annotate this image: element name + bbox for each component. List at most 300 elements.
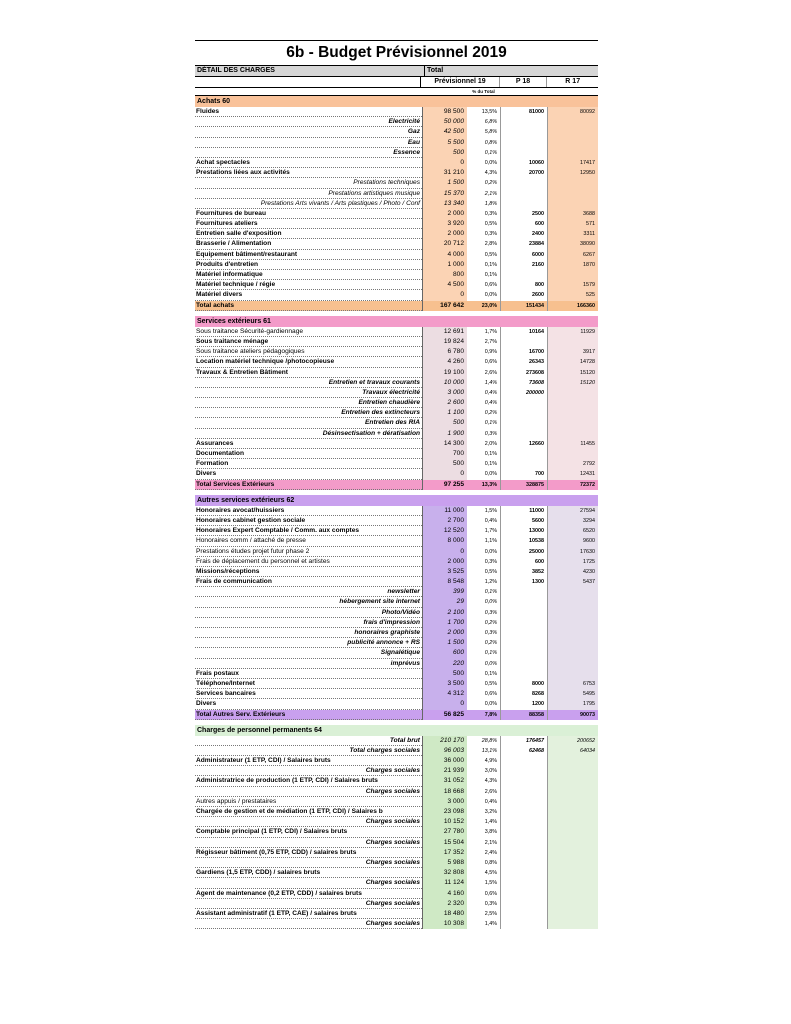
section	[195, 311, 598, 490]
row-label: frais d'impression	[195, 618, 422, 628]
total-row	[195, 301, 598, 311]
table-row	[195, 909, 598, 919]
prev-value: 15 370	[422, 189, 467, 199]
prev-value: 0	[422, 469, 467, 479]
pct-value: 0,6%	[484, 282, 497, 289]
row-label: Comptable principal (1 ETP, CDI) / Salaires bruts	[195, 827, 422, 837]
p18-value: 8268	[500, 689, 547, 699]
row-label: Gaz	[195, 127, 422, 137]
r17-value	[547, 909, 598, 919]
r17-value	[547, 669, 598, 679]
pct-value: 0,0%	[484, 471, 497, 478]
r17-value: 5495	[547, 689, 598, 699]
p18-value	[500, 919, 547, 929]
p18-value	[500, 408, 547, 418]
prev-value: 2 000	[422, 209, 467, 219]
prev-value: 13 340	[422, 199, 467, 209]
p18-value	[500, 189, 547, 199]
pct-value: 1,5%	[484, 507, 497, 514]
section-title: Achats 60	[195, 96, 598, 107]
r17-value: 571	[547, 219, 598, 229]
p18-value: 1200	[500, 699, 547, 709]
pct-value: 1,7%	[484, 528, 497, 535]
r17-value	[547, 919, 598, 929]
pct-value: 0,6%	[484, 890, 497, 897]
table-row	[195, 756, 598, 766]
r17-value	[547, 127, 598, 137]
prev-value: 20 712	[422, 239, 467, 249]
prev-value: 5 988	[422, 858, 467, 868]
total-label: Total	[424, 66, 598, 76]
r17-value	[547, 189, 598, 199]
prev-value: 19 824	[422, 337, 467, 347]
p18-value	[500, 659, 547, 669]
pct-value: 2,1%	[484, 190, 497, 197]
row-label: Chargée de gestion et de médiation (1 ETP, CDI) / Salaires b	[195, 807, 422, 817]
r17-value: 3917	[547, 347, 598, 357]
table-row	[195, 868, 598, 878]
p18-value	[500, 848, 547, 858]
r17-value: 11929	[547, 327, 598, 337]
row-label: Charges sociales	[195, 787, 422, 797]
row-label: Prestations liées aux activités	[195, 168, 422, 178]
pct-value: 0,4%	[484, 389, 497, 396]
r17-value	[547, 178, 598, 188]
pct-value: 0,3%	[484, 430, 497, 437]
pct-value: 0,3%	[484, 231, 497, 238]
r17-value: 525	[547, 290, 598, 300]
table-row	[195, 368, 598, 378]
row-label: Charges sociales	[195, 899, 422, 909]
prev-value: 500	[422, 148, 467, 158]
r17-value	[547, 199, 598, 209]
row-label: Charges sociales	[195, 878, 422, 888]
row-label: Eau	[195, 138, 422, 148]
pct-value: 0,3%	[484, 210, 497, 217]
prev-value: 4 312	[422, 689, 467, 699]
r17-value	[547, 148, 598, 158]
header-spacer-2	[195, 88, 467, 95]
p18-value: 2160	[500, 260, 547, 270]
row-label: Sous traitance ménage	[195, 337, 422, 347]
detail-label: DÉTAIL DES CHARGES	[197, 67, 275, 74]
row-label: Charges sociales	[195, 817, 422, 827]
pct-value: 2,1%	[484, 839, 497, 846]
table-row	[195, 449, 598, 459]
p18-value: 10060	[500, 158, 547, 168]
pct-value: 3,2%	[484, 809, 497, 815]
prev-value: 11 124	[422, 878, 467, 888]
row-label: imprévus	[195, 659, 422, 669]
pct-value: 0,4%	[484, 400, 497, 407]
p18-value	[500, 608, 547, 618]
pct-value: 1,4%	[484, 819, 497, 826]
p18-value	[500, 138, 547, 148]
row-label: Fluides	[195, 107, 422, 117]
header-spacer	[195, 77, 420, 87]
prev-value: 27 780	[422, 827, 467, 837]
r17-value: 12950	[547, 168, 598, 178]
prev-value: 1 000	[422, 260, 467, 270]
r17-value	[547, 899, 598, 909]
table-row	[195, 469, 598, 479]
prev-value: 21 939	[422, 766, 467, 776]
total-r17-value: 166360	[547, 301, 598, 311]
prev-value: 2 100	[422, 608, 467, 618]
p18-value: 16700	[500, 347, 547, 357]
row-label: Charges sociales	[195, 919, 422, 929]
pct-value: 2,7%	[484, 338, 497, 345]
table-row	[195, 199, 598, 209]
pct-value: 0,0%	[484, 701, 497, 708]
row-label: Assistant administratif (1 ETP, CAE) / salaires bruts	[195, 909, 422, 919]
table-row	[195, 699, 598, 709]
r17-value	[547, 398, 598, 408]
row-label: Missions/réceptions	[195, 567, 422, 577]
p18-value	[500, 756, 547, 766]
p18-value	[500, 638, 547, 648]
table-row	[195, 587, 598, 597]
table-row	[195, 776, 598, 786]
r17-value	[547, 858, 598, 868]
table-row	[195, 178, 598, 188]
row-label: Prestations techniques	[195, 178, 422, 188]
table-row	[195, 889, 598, 899]
p18-value	[500, 899, 547, 909]
pct-value: 2,6%	[484, 788, 497, 795]
row-label: Autres appuis / prestataires	[195, 797, 422, 807]
row-label: Sous traitance ateliers pédagogiques	[195, 347, 422, 357]
r17-value	[547, 848, 598, 858]
prev-value: 500	[422, 669, 467, 679]
p18-value	[500, 776, 547, 786]
section-title: Autres services extérieurs 62	[195, 495, 598, 506]
table-row	[195, 516, 598, 526]
row-label: Charges sociales	[195, 838, 422, 848]
col-prev-header: Prévisionnel 19	[420, 77, 498, 87]
r17-value: 11455	[547, 439, 598, 449]
total-prev-value: 167 642	[422, 301, 467, 311]
total-prev-value: 97 255	[422, 480, 467, 490]
row-label: Fournitures ateliers	[195, 219, 422, 229]
table-row	[195, 899, 598, 909]
row-label: Divers	[195, 699, 422, 709]
prev-value: 220	[422, 659, 467, 669]
pct-value: 0,0%	[484, 548, 497, 555]
table-row	[195, 439, 598, 449]
table-row	[195, 209, 598, 219]
table-row	[195, 158, 598, 168]
row-label: Administrateur (1 ETP, CDI) / Salaires bruts	[195, 756, 422, 766]
row-label: Assurances	[195, 439, 422, 449]
total-label: Total achats	[195, 301, 422, 311]
r17-value: 15120	[547, 368, 598, 378]
prev-value: 500	[422, 459, 467, 469]
r17-value: 4230	[547, 567, 598, 577]
table-row	[195, 148, 598, 158]
r17-value	[547, 388, 598, 398]
row-label: Administratrice de production (1 ETP, CDI) / Salaires bruts	[195, 776, 422, 786]
p18-value	[500, 858, 547, 868]
p18-value	[500, 148, 547, 158]
row-label: Gardiens (1,5 ETP, CDD) / salaires bruts	[195, 868, 422, 878]
col-p18-header: P 18	[499, 77, 547, 87]
row-label: Essence	[195, 148, 422, 158]
r17-value	[547, 787, 598, 797]
p18-value: 8000	[500, 679, 547, 689]
r17-value	[547, 756, 598, 766]
p18-value	[500, 618, 547, 628]
r17-value: 1725	[547, 557, 598, 567]
header-row-3	[195, 88, 598, 96]
p18-value: 1300	[500, 577, 547, 587]
r17-value	[547, 429, 598, 439]
row-label: Frais postaux	[195, 669, 422, 679]
p18-value	[500, 648, 547, 658]
row-label: Entretien des extincteurs	[195, 408, 422, 418]
row-label: Travaux électricité	[195, 388, 422, 398]
prev-value: 29	[422, 597, 467, 607]
table-row	[195, 526, 598, 536]
r17-value	[547, 807, 598, 817]
pct-value: 2,6%	[484, 369, 497, 376]
row-label: Formation	[195, 459, 422, 469]
table-row	[195, 327, 598, 337]
table-row	[195, 138, 598, 148]
p18-value: 10164	[500, 327, 547, 337]
row-label: publicité annonce + RS	[195, 638, 422, 648]
p18-value	[500, 127, 547, 137]
p18-value: 2400	[500, 229, 547, 239]
pct-value: 6,8%	[484, 119, 497, 126]
prev-value: 50 000	[422, 117, 467, 127]
p18-value: 700	[500, 469, 547, 479]
p18-value: 6000	[500, 250, 547, 260]
pct-value: 0,1%	[484, 261, 497, 268]
prev-value: 2 600	[422, 398, 467, 408]
table-row	[195, 189, 598, 199]
p18-value: 25000	[500, 547, 547, 557]
table-row	[195, 919, 598, 929]
pct-value: 0,6%	[484, 359, 497, 366]
table-row	[195, 608, 598, 618]
prev-value: 0	[422, 158, 467, 168]
p18-value: 5600	[500, 516, 547, 526]
table-row	[195, 638, 598, 648]
prev-value: 3 525	[422, 567, 467, 577]
prev-value: 6 780	[422, 347, 467, 357]
p18-value	[500, 787, 547, 797]
r17-value	[547, 418, 598, 428]
pct-value: 2,4%	[484, 849, 497, 856]
pct-value: 0,6%	[484, 691, 497, 698]
total-pct-value: 13,3%	[481, 481, 497, 488]
r17-value	[547, 659, 598, 669]
row-label: Documentation	[195, 449, 422, 459]
table-row	[195, 827, 598, 837]
p18-value	[500, 398, 547, 408]
pct-value: 0,3%	[484, 558, 497, 565]
p18-value: 20700	[500, 168, 547, 178]
r17-value	[547, 827, 598, 837]
pct-value: 2,8%	[484, 241, 497, 248]
row-label: Entretien et travaux courants	[195, 378, 422, 388]
pct-value: 4,3%	[484, 170, 497, 177]
section	[195, 96, 598, 311]
table-row	[195, 127, 598, 137]
p18-value	[500, 878, 547, 888]
r17-value	[547, 117, 598, 127]
r17-value: 14728	[547, 357, 598, 367]
pct-value: 0,8%	[484, 859, 497, 866]
p18-value	[500, 199, 547, 209]
prev-value: 14 300	[422, 439, 467, 449]
p18-value	[500, 459, 547, 469]
pct-value: 0,0%	[484, 159, 497, 166]
table-row	[195, 357, 598, 367]
table-row	[195, 536, 598, 546]
r17-value	[547, 138, 598, 148]
table-row	[195, 398, 598, 408]
row-label: Désinsectisation + dératisation	[195, 429, 422, 439]
r17-value: 12431	[547, 469, 598, 479]
pct-value: 0,0%	[484, 660, 497, 667]
row-label: Brasserie / Alimentation	[195, 239, 422, 249]
row-label: Honoraires Expert Comptable / Comm. aux comptes	[195, 526, 422, 536]
pct-value: 0,4%	[484, 798, 497, 805]
p18-value: 176457	[500, 736, 547, 746]
pct-value: 0,1%	[484, 670, 497, 677]
total-pct-value: 23,0%	[481, 302, 497, 309]
table-row	[195, 107, 598, 117]
prev-value: 4 500	[422, 280, 467, 290]
prev-value: 500	[422, 418, 467, 428]
row-label: Equipement bâtiment/restaurant	[195, 250, 422, 260]
p18-value: 2500	[500, 209, 547, 219]
row-label: Total brut	[195, 736, 422, 746]
pct-value: 2,0%	[484, 440, 497, 447]
row-label: Régisseur bâtiment (0,75 ETP, CDD) / salaires bruts	[195, 848, 422, 858]
p18-value	[500, 669, 547, 679]
table-row	[195, 689, 598, 699]
table-row	[195, 659, 598, 669]
prev-value: 3 920	[422, 219, 467, 229]
row-label: Location matériel technique /photocopieuse	[195, 357, 422, 367]
prev-value: 700	[422, 449, 467, 459]
row-label: Charges sociales	[195, 766, 422, 776]
p18-value: 10538	[500, 536, 547, 546]
p18-value	[500, 889, 547, 899]
p18-value	[500, 909, 547, 919]
row-label: Fournitures de bureau	[195, 209, 422, 219]
prev-value: 4 160	[422, 889, 467, 899]
row-label: Honoraires cabinet gestion sociale	[195, 516, 422, 526]
r17-value: 64034	[547, 746, 598, 756]
row-label: Produits d'entretien	[195, 260, 422, 270]
pct-value: 2,5%	[484, 910, 497, 917]
prev-value: 2 000	[422, 628, 467, 638]
table-row	[195, 117, 598, 127]
section-title: Services extérieurs 61	[195, 316, 598, 327]
p18-value	[500, 817, 547, 827]
prev-value: 0	[422, 290, 467, 300]
p18-value: 11000	[500, 506, 547, 516]
table-row	[195, 669, 598, 679]
table-row	[195, 506, 598, 516]
table-row	[195, 858, 598, 868]
p18-value: 3852	[500, 567, 547, 577]
r17-value	[547, 648, 598, 658]
prev-value: 19 100	[422, 368, 467, 378]
r17-value: 3688	[547, 209, 598, 219]
r17-value: 6267	[547, 250, 598, 260]
row-label: Prestations artistiques musique	[195, 189, 422, 199]
prev-value: 36 000	[422, 756, 467, 766]
table-row	[195, 567, 598, 577]
prev-value: 1 900	[422, 429, 467, 439]
pct-value: 0,5%	[484, 221, 497, 228]
prev-value: 12 520	[422, 526, 467, 536]
table-row	[195, 618, 598, 628]
pct-value: 0,1%	[484, 420, 497, 427]
row-label: Entretien chaudière	[195, 398, 422, 408]
table-row	[195, 229, 598, 239]
pct-value: 0,3%	[484, 900, 497, 907]
pct-value: 4,5%	[484, 870, 497, 877]
pct-value: 13,5%	[481, 109, 497, 115]
prev-value: 1 700	[422, 618, 467, 628]
r17-value: 17630	[547, 547, 598, 557]
r17-value: 15120	[547, 378, 598, 388]
prev-value: 800	[422, 270, 467, 280]
pct-value: 4,3%	[484, 778, 497, 785]
r17-value: 38090	[547, 239, 598, 249]
r17-value: 6753	[547, 679, 598, 689]
r17-value	[547, 766, 598, 776]
row-label: Matériel divers	[195, 290, 422, 300]
pct-value: 0,2%	[484, 410, 497, 417]
col-r17-header: R 17	[546, 77, 598, 87]
row-label: Travaux & Entretien Bâtiment	[195, 368, 422, 378]
table-row	[195, 577, 598, 587]
prev-value: 32 808	[422, 868, 467, 878]
p18-value: 200000	[500, 388, 547, 398]
r17-value: 1795	[547, 699, 598, 709]
p18-value	[500, 337, 547, 347]
pct-value: 1,2%	[484, 579, 497, 586]
p18-value: 800	[500, 280, 547, 290]
p18-value	[500, 117, 547, 127]
prev-value: 8 548	[422, 577, 467, 587]
table-row	[195, 736, 598, 746]
pct-value: 13,1%	[481, 747, 497, 754]
row-label: Honoraires avocat/huissiers	[195, 506, 422, 516]
r17-value: 3311	[547, 229, 598, 239]
row-label: Services bancaires	[195, 689, 422, 699]
prev-value: 23 098	[422, 807, 467, 817]
table-row	[195, 250, 598, 260]
table-row	[195, 797, 598, 807]
pct-value: 0,1%	[484, 650, 497, 657]
prev-value: 17 352	[422, 848, 467, 858]
prev-value: 10 152	[422, 817, 467, 827]
prev-value: 399	[422, 587, 467, 597]
r17-value: 5437	[547, 577, 598, 587]
prev-value: 42 500	[422, 127, 467, 137]
total-r17-value: 72372	[547, 480, 598, 490]
prev-value: 0	[422, 699, 467, 709]
prev-value: 3 000	[422, 388, 467, 398]
